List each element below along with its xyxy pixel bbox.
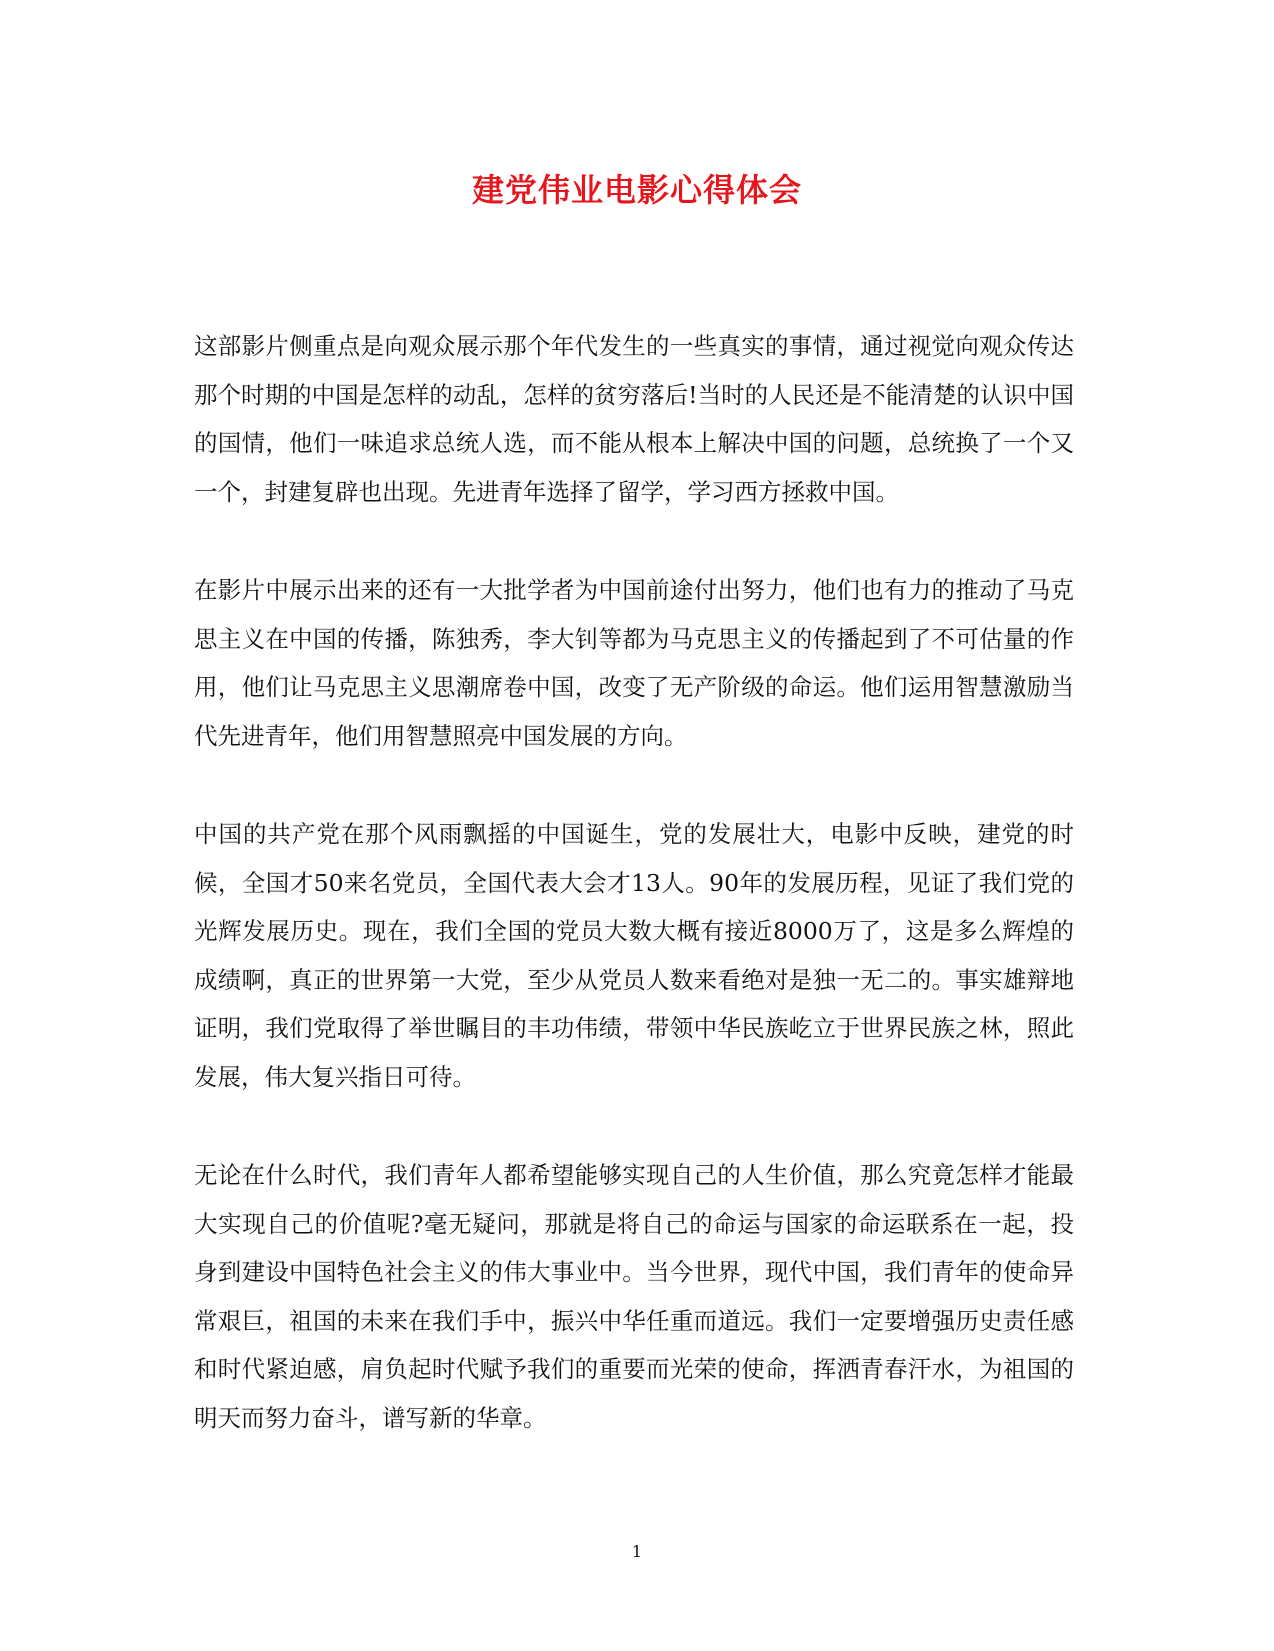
document-body: [194, 322, 1074, 1492]
paragraph-4: 无论在什么时代，我们青年人都希望能够实现自己的人生价值，那么究竟怎样才能最大实现自己的价值呢?毫无疑问，那就是将自己的命运与国家的命运联系在一起，投身到建设中国特色社会主义的伟大事业中。当今世界，现代中国，我们青年的使命异常艰巨，祖国的未来在我们手中，振兴中华任重而道远。我们一定要增强历史责任感和时代紧迫感，肩负起时代赋予我们的重要而光荣的使命，挥洒青春汗水，为祖国的明天而努力奋斗，谱写新的华章。: [194, 1161, 1074, 1432]
page-number: 1: [631, 1542, 643, 1561]
document-title: 建党伟业电影心得体会: [471, 171, 802, 209]
paragraph-2: 在影片中展示出来的还有一大批学者为中国前途付出努力，他们也有力的推动了马克思主义在中国的传播，陈独秀，李大钊等都为马克思主义的传播起到了不可估量的作用，他们让马克思主义思潮席卷中国，改变了无产阶级的命运。他们运用智慧激励当代先进青年，他们用智慧照亮中国发展的方向。: [194, 576, 1074, 750]
paragraph-1: 这部影片侧重点是向观众展示那个年代发生的一些真实的事情，通过视觉向观众传达那个时期的中国是怎样的动乱，怎样的贫穷落后!当时的人民还是不能清楚的认识中国的国情，他们一味追求总统人选，而不能从根本上解决中国的问题，总统换了一个又一个，封建复辟也出现。先进青年选择了留学，学习西方拯救中国。: [194, 332, 1074, 506]
paragraph-3: 中国的共产党在那个风雨飘摇的中国诞生，党的发展壮大，电影中反映，建党的时候，全国才50来名党员，全国代表大会才13人。90年的发展历程，见证了我们党的光辉发展历史。现在，我们全国的党员大数大概有接近8000万了，这是多么辉煌的成绩啊，真正的世界第一大党，至少从党员人数来看绝对是独一无二的。事实雄辩地证明，我们党取得了举世瞩目的丰功伟绩，带领中华民族屹立于世界民族之林，照此发展，伟大复兴指日可待。: [194, 820, 1074, 1091]
